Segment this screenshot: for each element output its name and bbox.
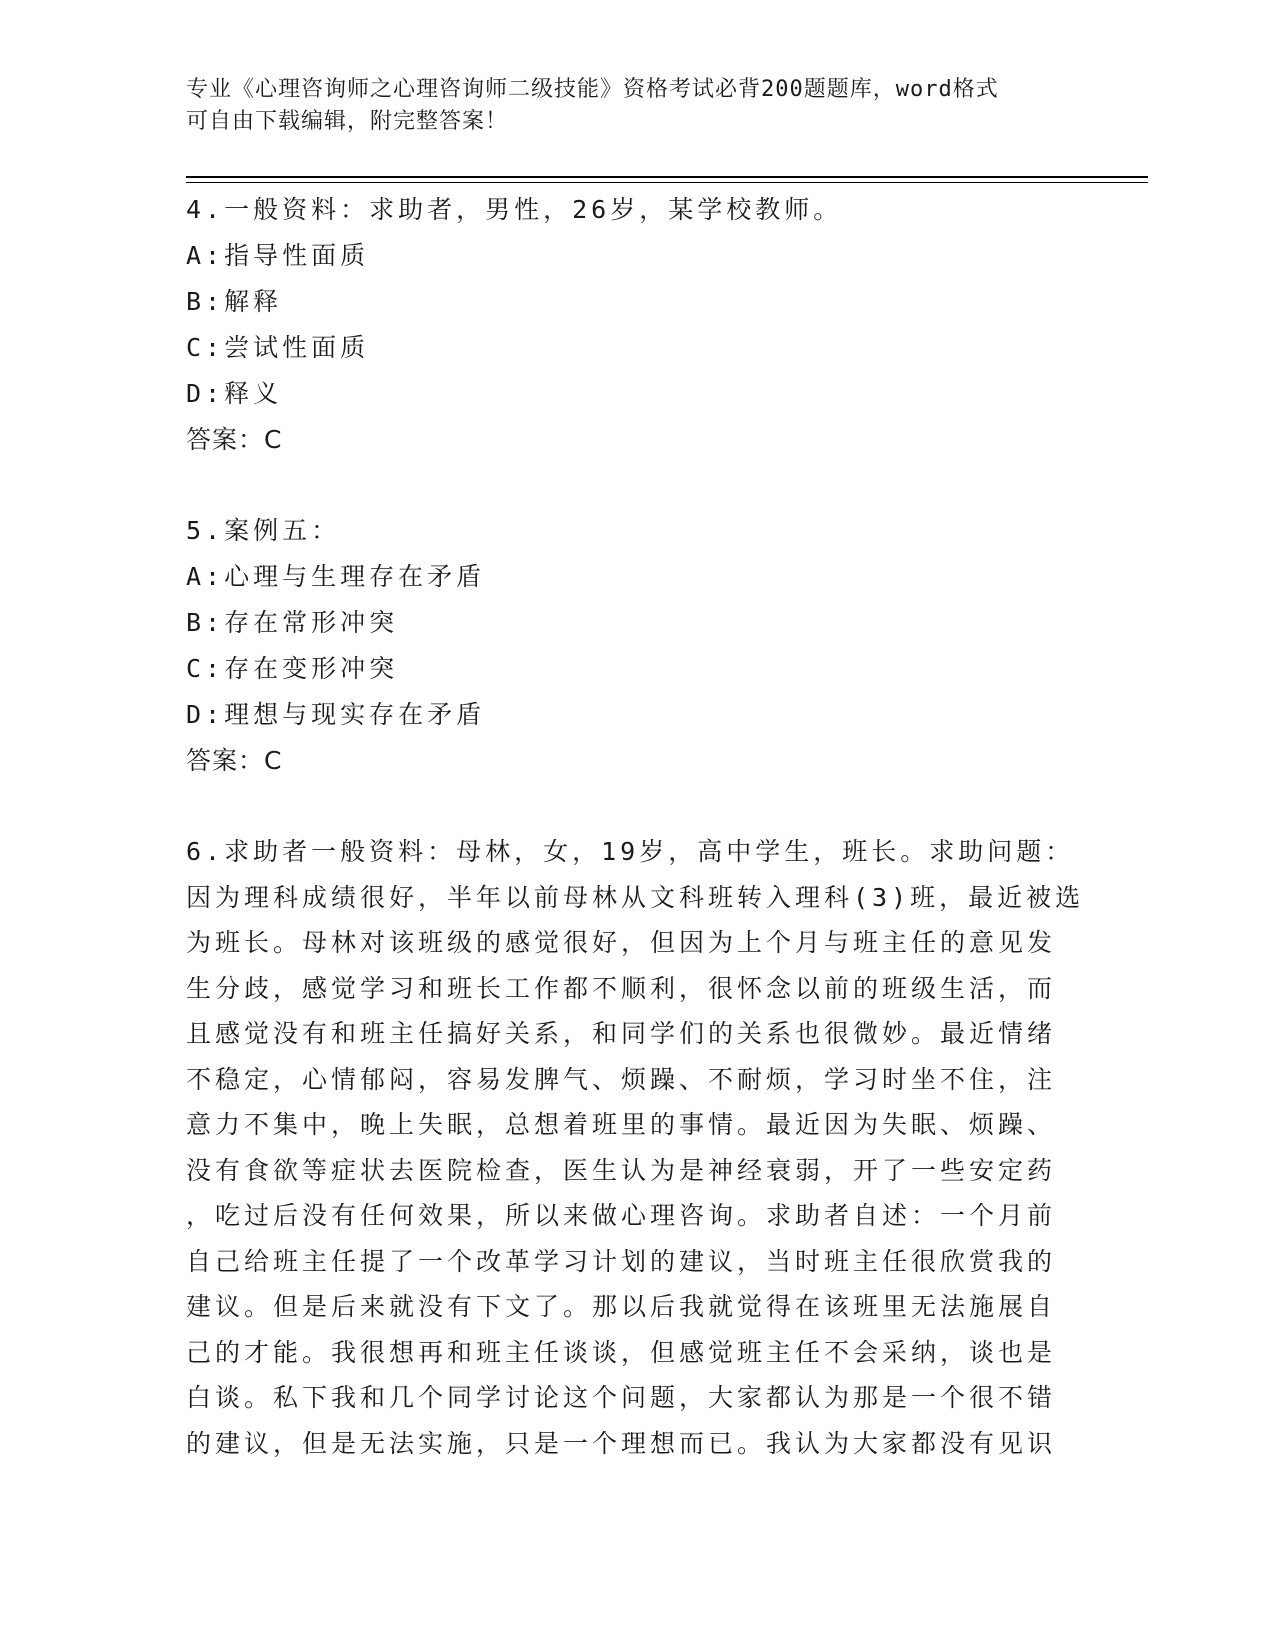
paragraph-line: 没有食欲等症状去医院检查，医生认为是神经衰弱，开了一些安定药 <box>186 1155 1057 1185</box>
paragraph-line: ，吃过后没有任何效果，所以来做心理咨询。求助者自述：一个月前 <box>186 1201 1057 1230</box>
option-b <box>186 279 1086 325</box>
question-block-5 <box>186 508 1086 784</box>
paragraph-line: 6.求助者一般资料：母林，女，19岁，高中学生，班长。求助问题： <box>186 837 1075 866</box>
option-letter: D: <box>186 700 225 729</box>
paragraph-line: 且感觉没有和班主任搞好关系，和同学们的关系也很微妙。最近情绪 <box>186 1019 1057 1048</box>
paragraph-line: 的建议，但是无法实施，只是一个理想而已。我认为大家都没有见识 <box>186 1428 1057 1458</box>
option-c <box>186 646 1086 692</box>
spacer <box>186 463 1086 508</box>
answer-line: 答案：C <box>186 746 283 775</box>
question-stem: 5.案例五： <box>186 516 341 545</box>
option-letter: B: <box>186 608 225 637</box>
option-c <box>186 325 1086 371</box>
option-letter: A: <box>186 562 225 591</box>
option-letter: C: <box>186 333 225 362</box>
option-b <box>186 600 1086 646</box>
document-header <box>186 74 1066 138</box>
paragraph-line: 意力不集中，晚上失眠，总想着班里的事情。最近因为失眠、烦躁、 <box>186 1110 1057 1139</box>
answer-line: 答案：C <box>186 425 283 454</box>
option-a <box>186 233 1086 279</box>
paragraph-line: 因为理科成绩很好，半年以前母林从文科班转入理科(3)班，最近被选 <box>186 882 1085 912</box>
option-text: 理想与现实存在矛盾 <box>224 700 486 729</box>
header-line-1: 专业《心理咨询师之心理咨询师二级技能》资格考试必背200题题库，word格式 <box>186 77 999 102</box>
option-text: 尝试性面质 <box>224 333 370 362</box>
option-letter: B: <box>186 287 225 316</box>
option-text: 指导性面质 <box>224 241 370 270</box>
option-text: 心理与生理存在矛盾 <box>224 562 486 591</box>
option-letter: D: <box>186 379 225 408</box>
question-stem: 4.一般资料：求助者，男性，26岁，某学校教师。 <box>186 195 843 224</box>
question-block-6 <box>186 829 1085 1466</box>
option-text: 解释 <box>224 287 283 316</box>
header-divider-thick <box>186 176 1148 178</box>
option-letter: C: <box>186 654 225 683</box>
paragraph-line: 白谈。私下我和几个同学讨论这个问题，大家都认为那是一个很不错 <box>186 1383 1057 1412</box>
option-text: 存在变形冲突 <box>224 654 399 683</box>
header-line-2: 可自由下载编辑，附完整答案！ <box>186 109 509 134</box>
option-text: 存在常形冲突 <box>224 608 399 637</box>
option-d <box>186 371 1086 417</box>
paragraph-line: 己的才能。我很想再和班主任谈谈，但感觉班主任不会采纳，谈也是 <box>186 1337 1057 1367</box>
question-block-4 <box>186 187 1086 463</box>
paragraph-line: 生分歧，感觉学习和班长工作都不顺利，很怀念以前的班级生活，而 <box>186 973 1057 1003</box>
paragraph-line: 不稳定，心情郁闷，容易发脾气、烦躁、不耐烦，学习时坐不住，注 <box>186 1064 1057 1094</box>
option-text: 释义 <box>224 379 283 408</box>
paragraph-line: 建议。但是后来就没有下文了。那以后我就觉得在该班里无法施展自 <box>186 1292 1057 1321</box>
paragraph-line: 自己给班主任提了一个改革学习计划的建议，当时班主任很欣赏我的 <box>186 1246 1057 1276</box>
option-letter: A: <box>186 241 225 270</box>
option-d <box>186 692 1086 738</box>
option-a <box>186 554 1086 600</box>
document-body <box>186 187 1086 1466</box>
paragraph-line: 为班长。母林对该班级的感觉很好，但因为上个月与班主任的意见发 <box>186 928 1057 957</box>
header-divider-thin <box>186 182 1148 183</box>
spacer <box>186 784 1086 829</box>
